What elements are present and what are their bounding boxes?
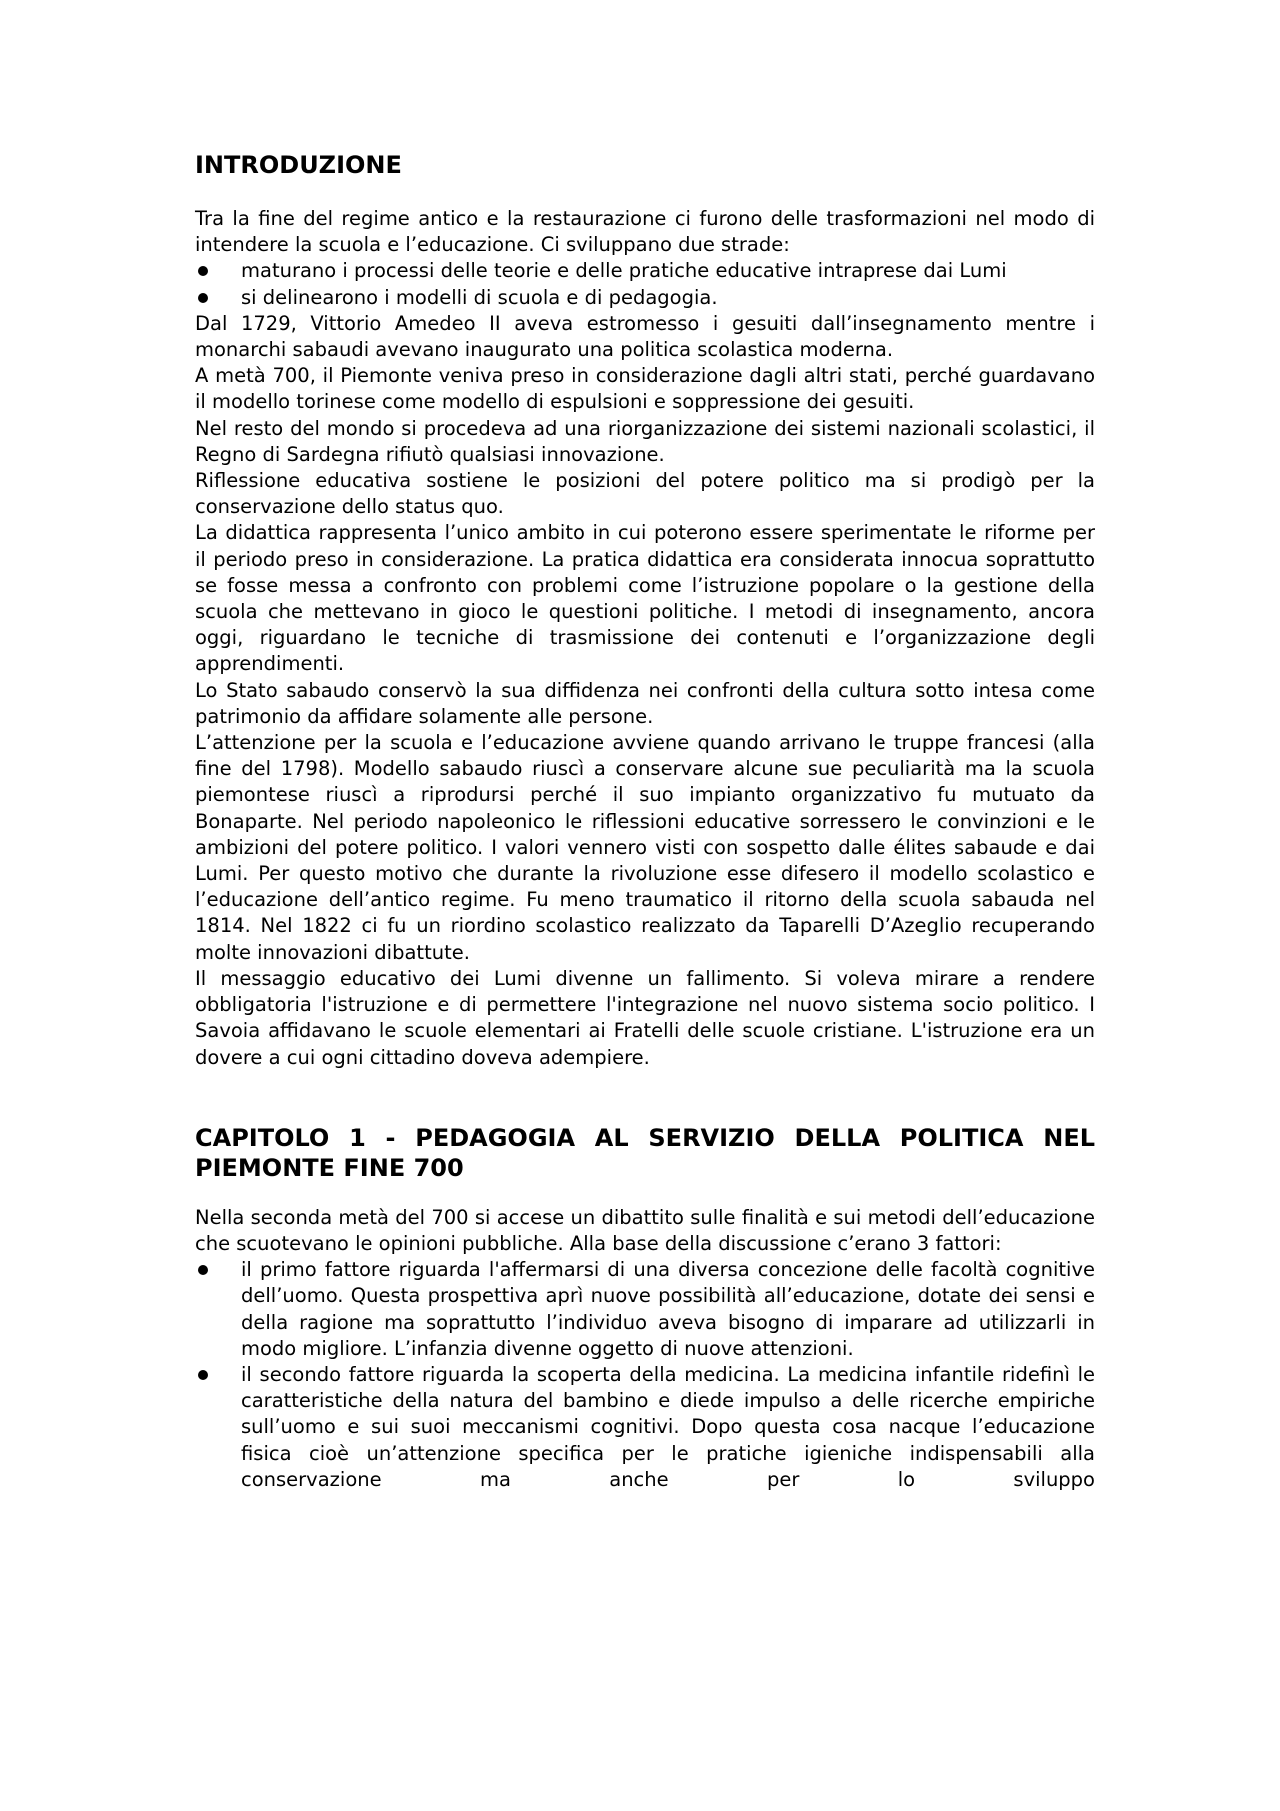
chapter-bullet-text: il secondo fattore riguarda la scoperta della medicina. La medicina infantile ridefinì le caratteristiche della natura del bambino e diede impulso a delle ricerche empiriche sull’uomo e sui suoi meccanismi cognitivi. Dopo questa cosa nacque l’educazione fisica cioè un’attenzione specifica per le pratiche igieniche indispensabili alla conservazione ma anche per lo sviluppo bbox=[241, 1362, 1095, 1491]
intro-bullet-text: si delinearono i modelli di scuola e di pedagogia. bbox=[241, 285, 718, 309]
chapter-bullet-list bbox=[195, 1257, 1095, 1493]
intro-paragraph: La didattica rappresenta l’unico ambito in cui poterono essere sperimentate le riforme per il periodo preso in considerazione. La pratica didattica era considerata innocua soprattutto se fosse messa a confronto con problemi come l’istruzione popolare o la gestione della scuola che mettevano in gioco le questioni politiche. I metodi di insegnamento, ancora oggi, riguardano le tecniche di trasmissione dei contenuti e l’organizzazione degli apprendimenti. bbox=[195, 521, 1095, 676]
intro-paragraph: Il messaggio educativo dei Lumi divenne un fallimento. Si voleva mirare a rendere obbligatoria l'istruzione e di permettere l'integrazione nel nuovo sistema socio politico. I Savoia affidavano le scuole elementari ai Fratelli delle scuole cristiane. L'istruzione era un dovere a cui ogni cittadino doveva adempiere. bbox=[195, 966, 1095, 1069]
intro-lead-paragraph: Tra la fine del regime antico e la restaurazione ci furono delle trasformazioni nel modo di intendere la scuola e l’educazione. Ci sviluppano due strade: bbox=[195, 207, 1095, 257]
chapter-heading: CAPITOLO 1 - PEDAGOGIA AL SERVIZIO DELLA POLITICA NEL PIEMONTE FINE 700 bbox=[195, 1123, 1095, 1182]
bullet-dot-icon bbox=[198, 293, 208, 303]
intro-paragraph: Lo Stato sabaudo conservò la sua diffidenza nei confronti della cultura sotto intesa come patrimonio da affidare solamente alle persone. bbox=[195, 678, 1095, 728]
intro-bullet-item bbox=[195, 285, 1095, 311]
intro-heading: INTRODUZIONE bbox=[195, 151, 402, 179]
intro-paragraph: L’attenzione per la scuola e l’educazione avviene quando arrivano le truppe francesi (alla fine del 1798). Modello sabaudo riuscì a conservare alcune sue peculiarità ma la scuola piemontese riuscì a riprodursi perché il suo impianto organizzativo fu mutuato da Bonaparte. Nel periodo napoleonico le riflessioni educative sorressero le convinzioni e le ambizioni del potere politico. I valori vennero visti con sospetto dalle élites sabaude e dai Lumi. Per questo motivo che durante la rivoluzione esse difesero il modello scolastico e l’educazione dell’antico regime. Fu meno traumatico il ritorno della scuola sabauda nel 1814. Nel 1822 ci fu un riordino scolastico realizzato da Taparelli D’Azeglio recuperando molte innovazioni dibattute. bbox=[195, 731, 1095, 964]
intro-bullet-list bbox=[195, 258, 1095, 310]
intro-paragraph: Nel resto del mondo si procedeva ad una riorganizzazione dei sistemi nazionali scolastici, il Regno di Sardegna rifiutò qualsiasi innovazione. bbox=[195, 416, 1095, 466]
chapter-bullet-item bbox=[195, 1362, 1095, 1493]
chapter-bullet-item bbox=[195, 1257, 1095, 1362]
bullet-dot-icon bbox=[198, 266, 208, 276]
bullet-dot-icon bbox=[198, 1265, 208, 1275]
document-page bbox=[195, 150, 1095, 1493]
intro-paragraph: A metà 700, il Piemonte veniva preso in considerazione dagli altri stati, perché guardavano il modello torinese come modello di espulsioni e soppressione dei gesuiti. bbox=[195, 364, 1095, 414]
bullet-dot-icon bbox=[198, 1370, 208, 1380]
intro-paragraph: Dal 1729, Vittorio Amedeo II aveva estromesso i gesuiti dall’insegnamento mentre i monarchi sabaudi avevano inaugurato una politica scolastica moderna. bbox=[195, 311, 1095, 362]
intro-bullet-item bbox=[195, 258, 1095, 284]
chapter-bullet-text: il primo fattore riguarda l'affermarsi di una diversa concezione delle facoltà cognitive dell’uomo. Questa prospettiva aprì nuove possibilità all’educazione, dotate dei sensi e della ragione ma soprattutto l’individuo aveva bisogno di imparare ad utilizzarli in modo migliore. L’infanzia divenne oggetto di nuove attenzioni. bbox=[241, 1258, 1095, 1360]
intro-bullet-text: maturano i processi delle teorie e delle pratiche educative intraprese dai Lumi bbox=[241, 259, 1007, 283]
intro-paragraph: Riflessione educativa sostiene le posizioni del potere politico ma si prodigò per la conservazione dello status quo. bbox=[195, 469, 1095, 519]
chapter-lead-paragraph: Nella seconda metà del 700 si accese un dibattito sulle finalità e sui metodi dell’educazione che scuotevano le opinioni pubbliche. Alla base della discussione c’erano 3 fattori: bbox=[195, 1205, 1095, 1255]
